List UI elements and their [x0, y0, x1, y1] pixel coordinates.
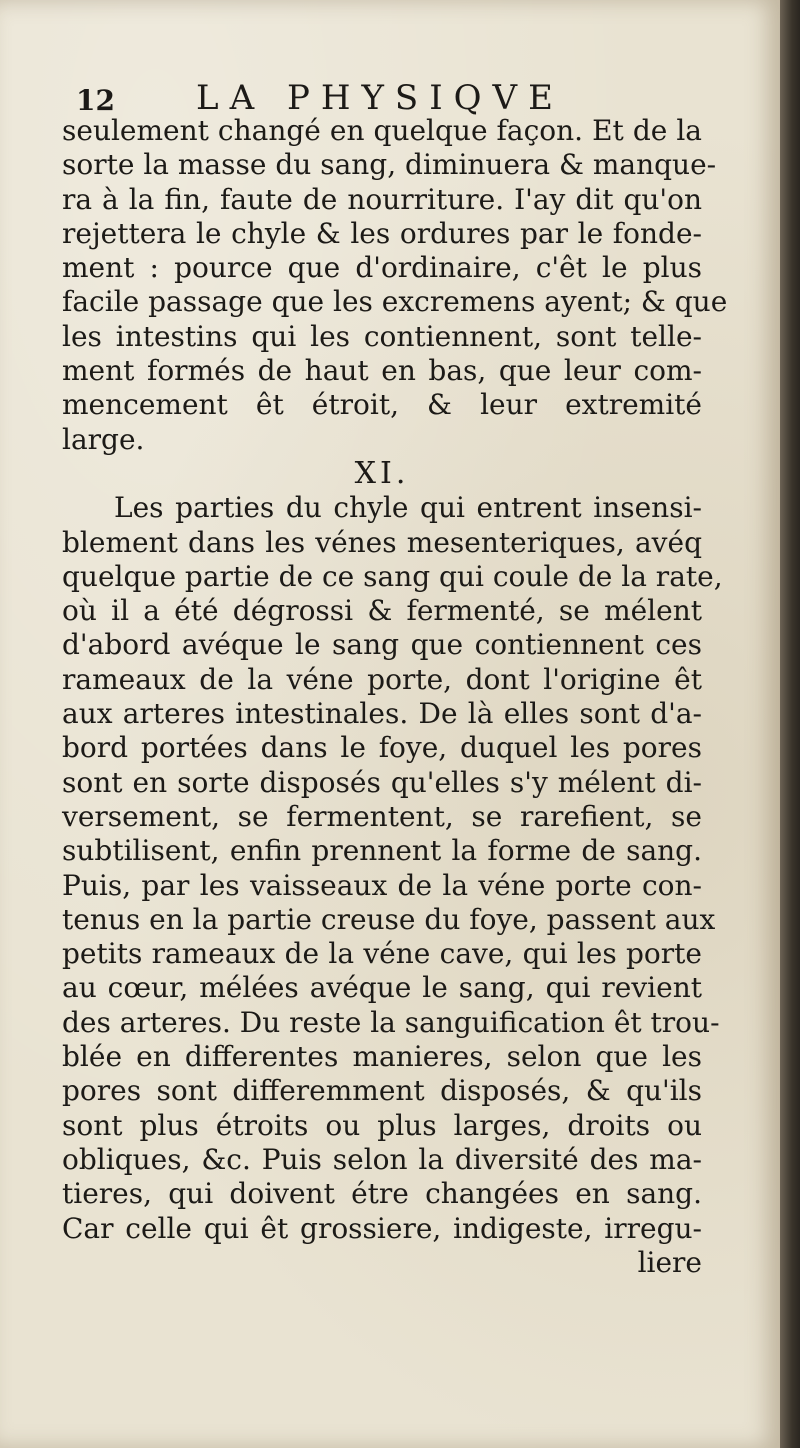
- page-edge-shadow: [780, 0, 800, 1448]
- text-line: sont en sorte disposés qu'elles s'y mélent di-: [62, 765, 702, 799]
- catchword: liere: [637, 1245, 702, 1279]
- body-text: [62, 114, 728, 1280]
- text-line: des arteres. Du reste la sanguification êt trou-: [62, 1005, 720, 1039]
- text-line: large.: [62, 422, 145, 456]
- text-line: Car celle qui êt grossiere, indigeste, irregu-: [62, 1211, 702, 1245]
- running-title: LA PHYSIQVE: [196, 78, 564, 118]
- text-line: obliques, &c. Puis selon la diversité des ma-: [62, 1142, 702, 1176]
- text-line: quelque partie de ce sang qui coule de la rate,: [62, 559, 723, 593]
- text-line: tieres, qui doivent étre changées en sang.: [62, 1177, 702, 1211]
- text-line: seulement changé en quelque façon. Et de la: [62, 114, 702, 147]
- text-line: au cœur, mélées avéque le sang, qui revient: [62, 971, 702, 1005]
- text-line: rameaux de la véne porte, dont l'origine êt: [62, 662, 702, 696]
- text-line: ment formés de haut en bas, que leur com-: [62, 354, 702, 388]
- text-line: subtilisent, enfin prennent la forme de sang.: [62, 834, 702, 868]
- text-line: rejettera le chyle & les ordures par le fonde-: [62, 216, 702, 250]
- text-line: d'abord avéque le sang que contiennent ces: [62, 628, 702, 662]
- text-line: ra à la fin, faute de nourriture. I'ay dit qu'on: [62, 182, 702, 216]
- text-line: pores sont differemment disposés, & qu'ils: [62, 1074, 702, 1108]
- text-line: blement dans les vénes mesenteriques, avéq: [62, 525, 702, 559]
- text-line: les intestins qui les contiennent, sont telle-: [62, 319, 702, 353]
- text-line: sorte la masse du sang, diminuera & manque-: [62, 148, 717, 182]
- section-heading: XI.: [354, 455, 410, 491]
- text-line: ment : pource que d'ordinaire, c'êt le plus: [62, 251, 702, 285]
- text-line: aux arteres intestinales. De là elles sont d'a-: [62, 697, 702, 731]
- text-line: où il a été dégrossi & fermenté, se mélent: [62, 594, 702, 628]
- text-line: Les parties du chyle qui entrent insensi-: [114, 491, 702, 525]
- text-line: petits rameaux de la véne cave, qui les porte: [62, 937, 702, 971]
- text-line: Puis, par les vaisseaux de la véne porte con-: [62, 868, 702, 902]
- page-number: 12: [76, 84, 115, 117]
- text-line: versement, se fermentent, se rarefient, se: [62, 799, 702, 833]
- text-line: mencement êt étroit, & leur extremité: [62, 388, 702, 422]
- text-line: tenus en la partie creuse du foye, passent aux: [62, 902, 716, 936]
- text-line: facile passage que les excremens ayent; & que: [62, 285, 728, 319]
- text-line: blée en differentes manieres, selon que les: [62, 1040, 702, 1074]
- text-line: bord portées dans le foye, duquel les pores: [62, 731, 702, 765]
- text-line: sont plus étroits ou plus larges, droits ou: [62, 1108, 702, 1142]
